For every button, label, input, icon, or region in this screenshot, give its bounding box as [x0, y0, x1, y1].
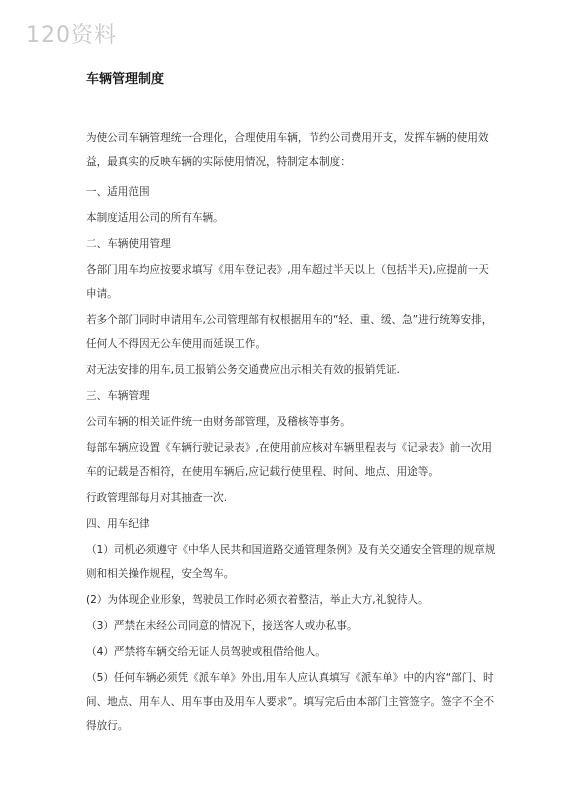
section-heading-discipline: 四、用车纪律	[86, 518, 150, 530]
rule-2: (2）为体现企业形象，驾驶员工作时必须衣着整洁，举止大方,礼貌待人。	[86, 594, 429, 606]
rule-4: （4）严禁将车辆交给无证人员驾驶或租借给他人。	[86, 646, 326, 658]
paragraph-usage-3: 对无法安排的用车,员工报销公务交通费应出示相关有效的报销凭证.	[86, 364, 400, 376]
section-heading-scope: 一、适用范围	[86, 186, 150, 198]
rule-3: （3）严禁在未经公司同意的情况下，接送客人或办私事。	[86, 620, 358, 632]
watermark-logo: 120资料	[26, 23, 117, 48]
paragraph-management-2: 每部车辆应设置《车辆行驶记录表》,在使用前应核对车辆里程表与《记录表》前一次用车的记载是否相符，在使用车辆后,应记载行使里程、时间、地点、用途等。	[86, 442, 492, 478]
paragraph-usage-1: 各部门用车均应按要求填写《用车登记表》,用车超过半天以上（包括半天),应提前一天申请。	[86, 264, 489, 300]
section-heading-usage: 二、车辆使用管理	[86, 238, 171, 250]
document-title: 车辆管理制度	[86, 72, 165, 87]
paragraph-usage-2: 若多个部门同时申请用车,公司管理部有权根据用车的“轻、重、缓、急”进行统筹安排，任何人不得因无公车使用而延误工作。	[86, 314, 493, 350]
rule-5: （5）任何车辆必须凭《派车单》外出,用车人应认真填写《派车单》中的内容“部门、时间、地点、用车人、用车事由及用车人要求”。填写完后由本部门主管签字。签字不全不得放行。	[86, 672, 495, 732]
paragraph-scope: 本制度适用公司的所有车辆。	[86, 212, 224, 224]
section-heading-management: 三、车辆管理	[86, 390, 150, 402]
rule-1: （1）司机必须遵守《中华人民共和国道路交通管理条例》及有关交通安全管理的规章规则和相关操作规程，安全驾车。	[86, 544, 496, 580]
intro-paragraph: 为使公司车辆管理统一合理化，合理使用车辆，节约公司费用开支，发挥车辆的使用效益，最真实的反映车辆的实际使用情况，特制定本制度：	[86, 132, 489, 168]
document-body	[86, 70, 496, 740]
paragraph-management-1: 公司车辆的相关证件统一由财务部管理，及稽核等事务。	[86, 416, 351, 428]
paragraph-management-3: 行政管理部每月对其抽查一次.	[86, 492, 228, 504]
